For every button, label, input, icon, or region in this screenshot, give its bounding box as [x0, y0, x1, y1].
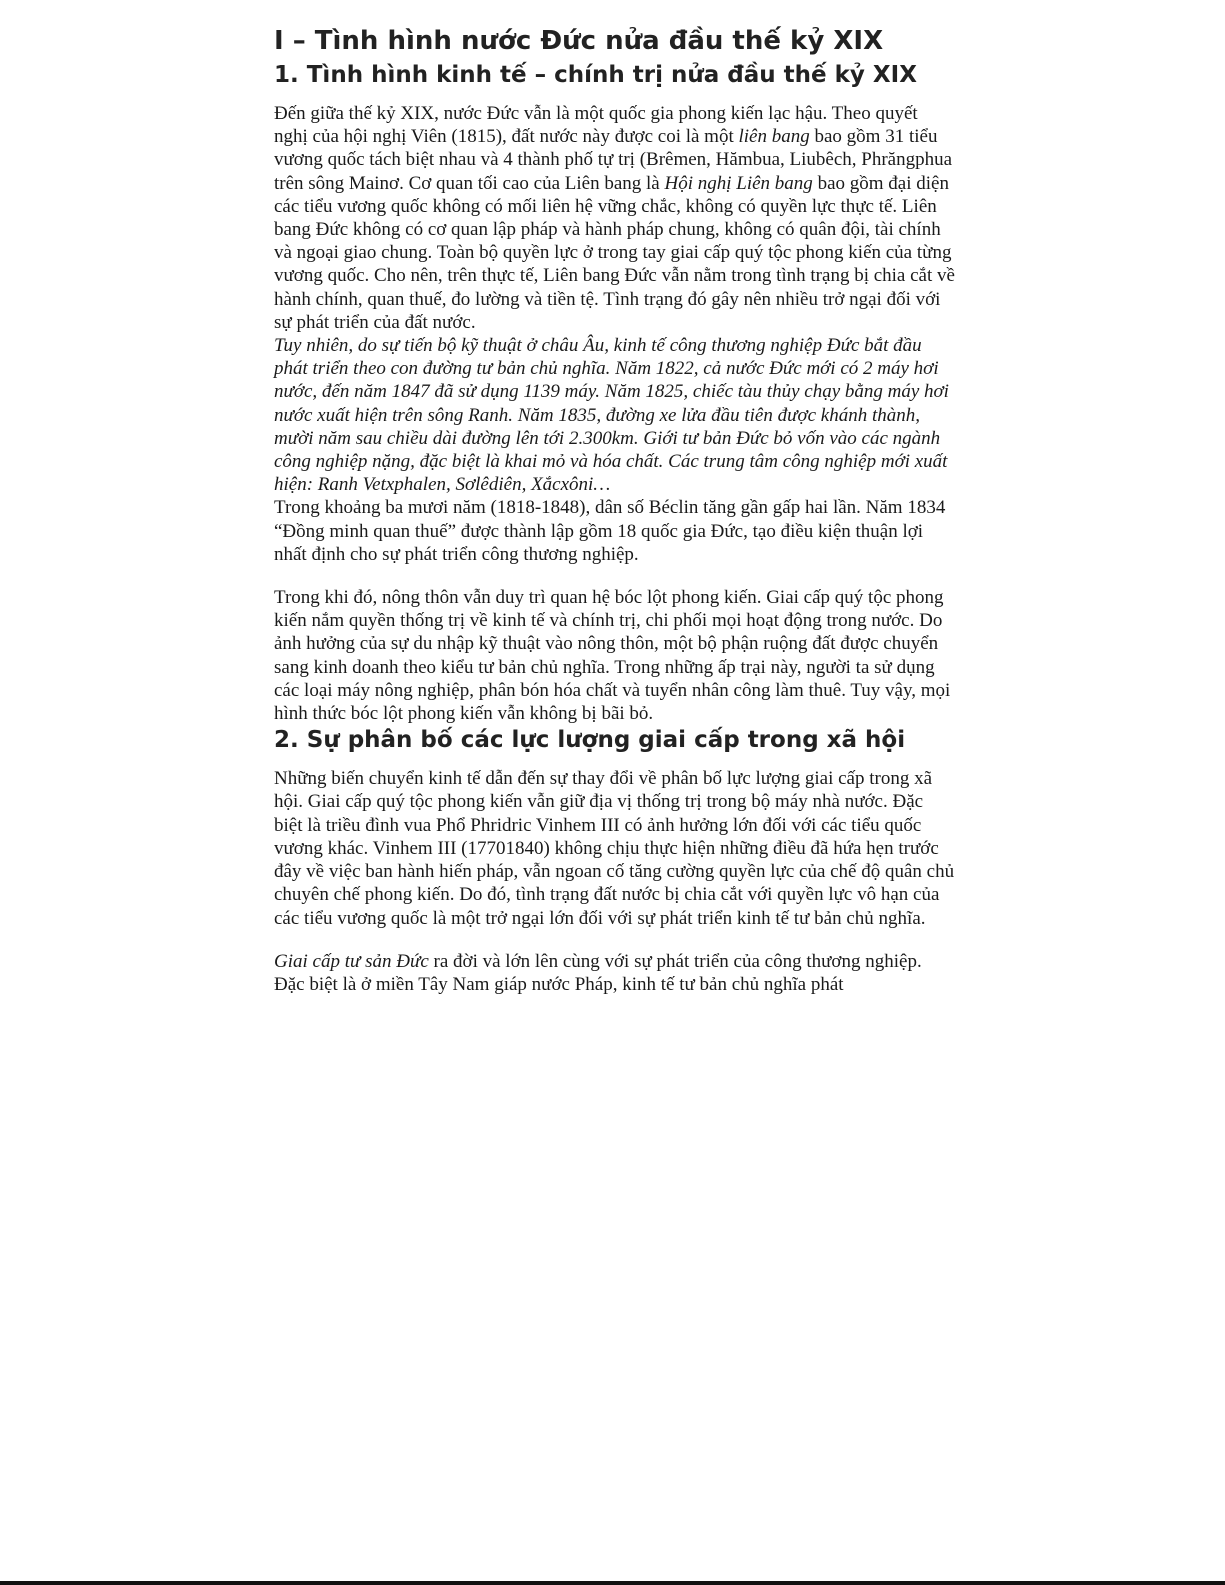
paragraph-1: [274, 102, 956, 334]
paragraph-1-emphasis-lien-bang: liên bang: [738, 126, 810, 148]
paragraph-4: Trong khi đó, nông thôn vẫn duy trì quan hệ bóc lột phong kiến. Giai cấp quý tộc phong kiến nắm quyền thống trị về kinh tế và chính trị, chi phối mọi hoạt động trong nước. Do ảnh hưởng của sự du nhập kỹ thuật vào nông thôn, một bộ phận ruộng đất được chuyển sang kinh doanh theo kiểu tư bản chủ nghĩa. Trong những ấp trại này, người ta sử dụng các loại máy nông nghiệp, phân bón hóa chất và tuyển nhân công làm thuê. Tuy vậy, mọi hình thức bóc lột phong kiến vẫn không bị bãi bỏ.: [274, 587, 951, 725]
paragraph-1-text-c: bao gồm đại diện các tiểu vương quốc không có mối liên hệ vững chắc, không có quyền lực thực tế. Liên bang Đức không có cơ quan lập pháp và hành pháp chung, không có quân đội, tài chính và ngoại giao chung. Toàn bộ quyền lực ở trong tay giai cấp quý tộc phong kiến của từng vương quốc. Cho nên, trên thực tế, Liên bang Đức vẫn nằm trong tình trạng bị chia cắt về hành chính, quan thuế, đo lường và tiền tệ. Tình trạng đó gây nên nhiều trở ngại đối với sự phát triển của đất nước.: [274, 172, 955, 333]
paragraph-2-italic: [274, 334, 956, 496]
paragraph-6-text: ra đời và lớn lên cùng với sự phát triển của công thương nghiệp. Đặc biệt là ở miền Tây Nam giáp nước Pháp, kinh tế tư bản chủ nghĩa phát: [274, 950, 922, 995]
section-heading: I – Tình hình nước Đức nửa đầu thế kỷ XIX: [274, 26, 884, 56]
paragraph-gap: [274, 930, 956, 950]
paragraph-gap: [274, 566, 956, 586]
subsection-title-2: 2. Sự phân bố các lực lượng giai cấp trong xã hội: [274, 727, 906, 754]
bottom-border: [0, 1581, 1225, 1585]
paragraph-5: Những biến chuyển kinh tế dẫn đến sự thay đổi về phân bố lực lượng giai cấp trong xã hội. Giai cấp quý tộc phong kiến vẫn giữ địa vị thống trị trong bộ máy nhà nước. Đặc biệt là triều đình vua Phổ Phridric Vinhem III có ảnh hưởng lớn đối với các tiểu quốc vương khác. Vinhem III (17701840) không chịu thực hiện những điều đã hứa hẹn trước đây về việc ban hành hiến pháp, vẫn ngoan cố tăng cường quyền lực của chế độ quân chủ chuyên chế phong kiến. Do đó, tình trạng đất nước bị chia cắt với quyền lực vô hạn của các tiểu vương quốc là một trở ngại lớn đối với sự phát triển kinh tế tư bản chủ nghĩa.: [274, 768, 955, 929]
paragraph-1-text-b: bao gồm 31 tiểu vương quốc tách biệt nhau và 4 thành phố tự trị (Brêmen, Hămbua, Liubêch, Phrăngphua trên sông Mainơ. Cơ quan tối cao của Liên bang là: [274, 126, 953, 194]
paragraph-2-text: Tuy nhiên, do sự tiến bộ kỹ thuật ở châu Âu, kinh tế công thương nghiệp Đức bắt đầu phát triển theo con đường tư bản chủ nghĩa. Năm 1822, cả nước Đức mới có 2 máy hơi nước, đến năm 1847 đã sử dụng 1139 máy. Năm 1825, chiếc tàu thủy chạy bằng máy hơi nước xuất hiện trên sông Ranh. Năm 1835, đường xe lửa đầu tiên được khánh thành, mười năm sau chiều dài đường lên tới 2.300km. Giới tư bản Đức bỏ vốn vào các ngành công nghiệp nặng, đặc biệt là khai mỏ và hóa chất. Các trung tâm công nghiệp mới xuất hiện: Ranh Vetxphalen, Sơlêdiên, Xắcxôni…: [274, 335, 949, 496]
subsection-title-1: 1. Tình hình kinh tế – chính trị nửa đầu thế kỷ XIX: [274, 62, 917, 88]
paragraph-6: [274, 950, 956, 996]
document-page: [274, 24, 956, 996]
paragraph-1-emphasis-hoi-nghi: Hội nghị Liên bang: [664, 172, 813, 194]
paragraph-3: Trong khoảng ba mươi năm (1818-1848), dân số Béclin tăng gần gấp hai lần. Năm 1834 “Đồng minh quan thuế” được thành lập gồm 18 quốc gia Đức, tạo điều kiện thuận lợi nhất định cho sự phát triển công thương nghiệp.: [274, 497, 946, 565]
paragraph-6-emphasis: Giai cấp tư sản Đức: [274, 950, 429, 972]
paragraph-1-text-a: Đến giữa thế kỷ XIX, nước Đức vẫn là một quốc gia phong kiến lạc hậu. Theo quyết nghị của hội nghị Viên (1815), đất nước này được coi là một: [274, 103, 918, 148]
